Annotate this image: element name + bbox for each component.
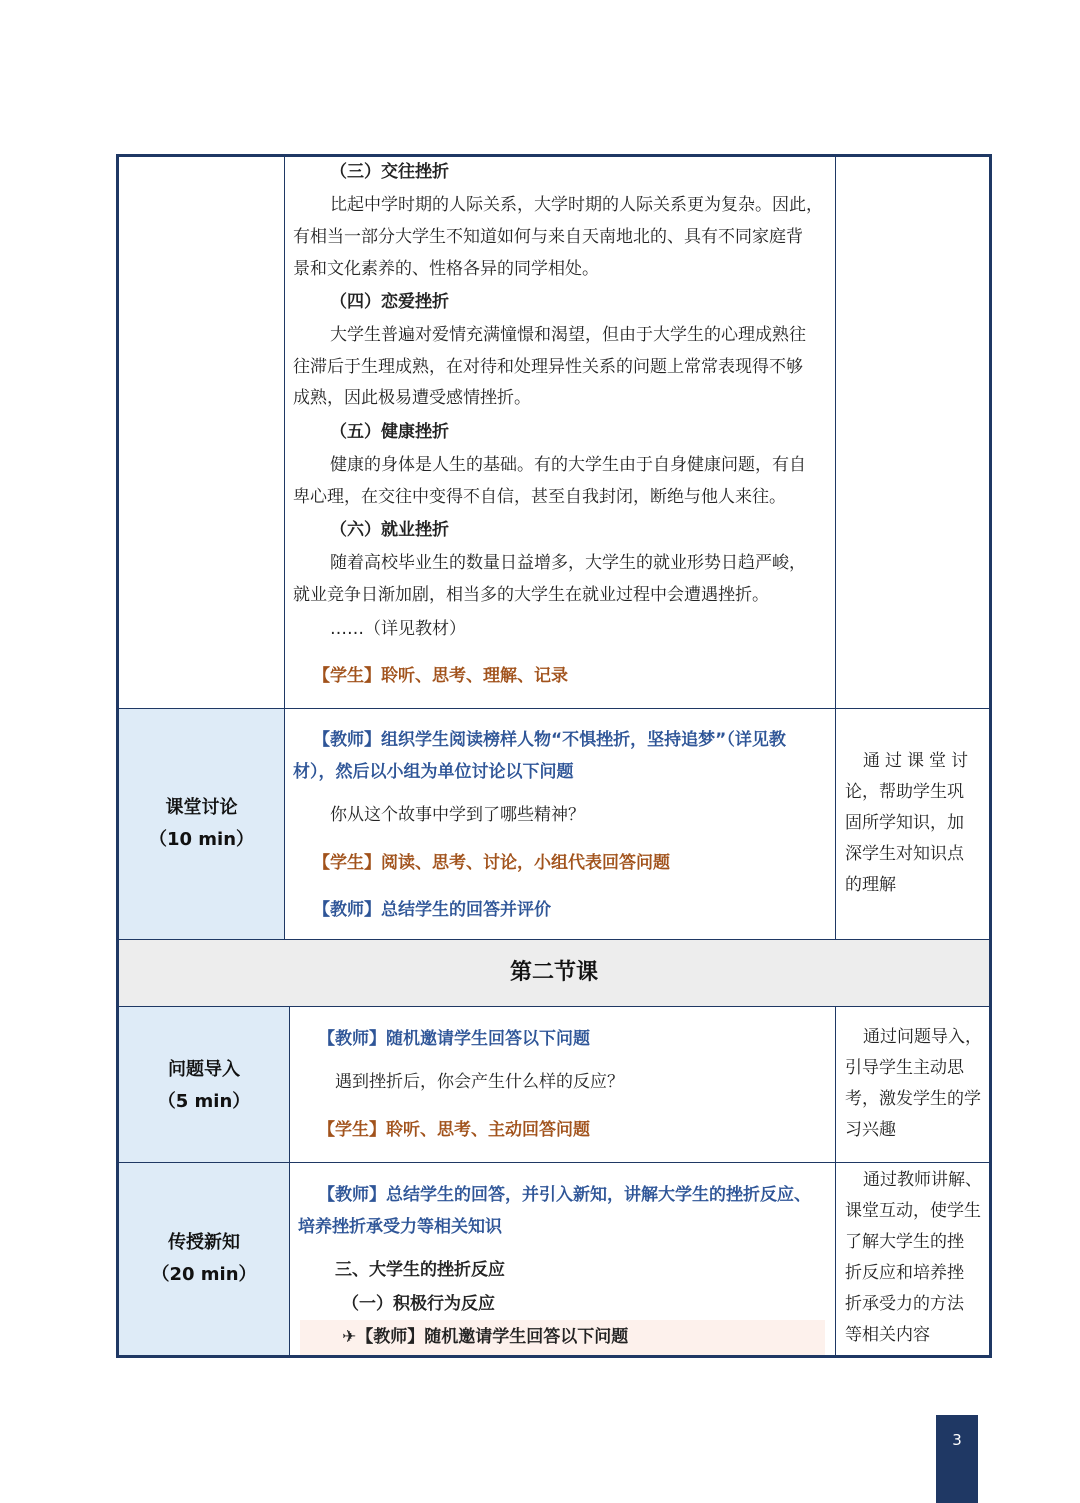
note-line: 等相关内容 [845, 1325, 930, 1345]
note-line: 了解大学生的挫 [845, 1232, 964, 1252]
design-note [845, 746, 982, 901]
note-line: 课堂互动，使学生 [845, 1201, 981, 1221]
paragraph-line: 景和文化素养的、性格各异的同学相处。 [293, 259, 599, 279]
label-title: 传授新知 [168, 1232, 240, 1253]
paragraph-line: 就业竞争日渐加剧，相当多的大学生在就业过程中会遭遇挫折。 [293, 585, 769, 605]
note-line: 论，帮助学生巩 [845, 782, 964, 802]
note-line: 的理解 [845, 875, 896, 895]
paragraph-line: 成熟，因此极易遭受感情挫折。 [293, 388, 531, 408]
student-activity: 【学生】聆听、思考、理解、记录 [313, 666, 568, 686]
note-line: 折反应和培养挫 [845, 1263, 964, 1283]
paragraph-line: 随着高校毕业生的数量日益增多，大学生的就业形势日趋严峻， [330, 553, 806, 573]
label-title: 问题导入 [168, 1059, 240, 1080]
note-line: 通过问题导入， [863, 1027, 982, 1047]
teacher-activity: 【教师】总结学生的回答，并引入新知，讲解大学生的挫折反应、 [318, 1185, 811, 1205]
heading-employment-frustration: （六）就业挫折 [330, 520, 449, 540]
teacher-activity: 培养挫折承受力等相关知识 [298, 1217, 502, 1237]
paragraph-line: 往滞后于生理成熟，在对待和处理异性关系的问题上常常表现得不够 [293, 357, 803, 377]
heading-health-frustration: （五）健康挫折 [330, 422, 449, 442]
paragraph-line: 比起中学时期的人际关系，大学时期的人际关系更为复杂。因此， [330, 195, 823, 215]
paragraph-line: 卑心理，在交往中变得不自信，甚至自我封闭，断绝与他人来往。 [293, 487, 786, 507]
label-duration: （20 min） [151, 1264, 257, 1285]
note-line: 习兴趣 [845, 1120, 896, 1140]
note-line: 通过教师讲解、 [863, 1170, 982, 1190]
heading-social-frustration: （三）交往挫折 [330, 162, 449, 182]
label-duration: （5 min） [157, 1091, 251, 1112]
intro-question: 遇到挫折后，你会产生什么样的反应？ [335, 1072, 624, 1092]
student-activity: 【学生】聆听、思考、主动回答问题 [318, 1120, 590, 1140]
note-line: 深学生对知识点 [845, 844, 964, 864]
note-line: 考，激发学生的学 [845, 1089, 981, 1109]
paragraph-line: 大学生普遍对爱情充满憧憬和渴望，但由于大学生的心理成熟往 [330, 325, 806, 345]
row-divider-3 [119, 1006, 989, 1007]
note-line: 折承受力的方法 [845, 1294, 964, 1314]
label-duration: （10 min） [148, 829, 255, 850]
design-note [845, 1022, 985, 1146]
note-line: 通过课堂讨 [863, 751, 973, 771]
page-number: 3 [936, 1415, 978, 1503]
teacher-activity: 【教师】随机邀请学生回答以下问题 [318, 1029, 590, 1049]
heading-love-frustration: （四）恋爱挫折 [330, 292, 449, 312]
section-heading: 三、大学生的挫折反应 [335, 1260, 505, 1280]
note-line: 引导学生主动思 [845, 1058, 964, 1078]
subsection-heading: （一）积极行为反应 [342, 1294, 495, 1314]
col-divider-2b [835, 1007, 836, 1355]
newknow-label [119, 1227, 289, 1291]
teacher-activity: 【教师】总结学生的回答并评价 [313, 900, 551, 920]
label-title: 课堂讨论 [165, 797, 238, 818]
design-note [845, 1165, 985, 1351]
row-divider-1 [119, 708, 989, 709]
task-prompt: ✈【教师】随机邀请学生回答以下问题 [342, 1327, 629, 1347]
discussion-question: 你从这个故事中学到了哪些精神？ [330, 805, 585, 825]
intro-label [119, 1054, 289, 1118]
section-title: 第二节课 [509, 960, 598, 985]
teacher-activity: 【教师】组织学生阅读榜样人物“不惧挫折，坚持追梦”（详见教 [313, 730, 786, 750]
col-divider-2a [835, 157, 836, 939]
row-divider-4 [119, 1162, 989, 1163]
paragraph-line: 有相当一部分大学生不知道如何与来自天南地北的、具有不同家庭背 [293, 227, 803, 247]
discussion-label [119, 792, 284, 856]
col-divider-1b [289, 1007, 290, 1355]
paragraph-line: 健康的身体是人生的基础。有的大学生由于自身健康问题，有自 [330, 455, 806, 475]
student-activity: 【学生】阅读、思考、讨论，小组代表回答问题 [313, 853, 670, 873]
col-divider-1a [284, 157, 285, 939]
teacher-activity: 材），然后以小组为单位讨论以下问题 [293, 762, 574, 782]
see-textbook-note: ……（详见教材） [330, 619, 466, 639]
note-line: 固所学知识，加 [845, 813, 964, 833]
